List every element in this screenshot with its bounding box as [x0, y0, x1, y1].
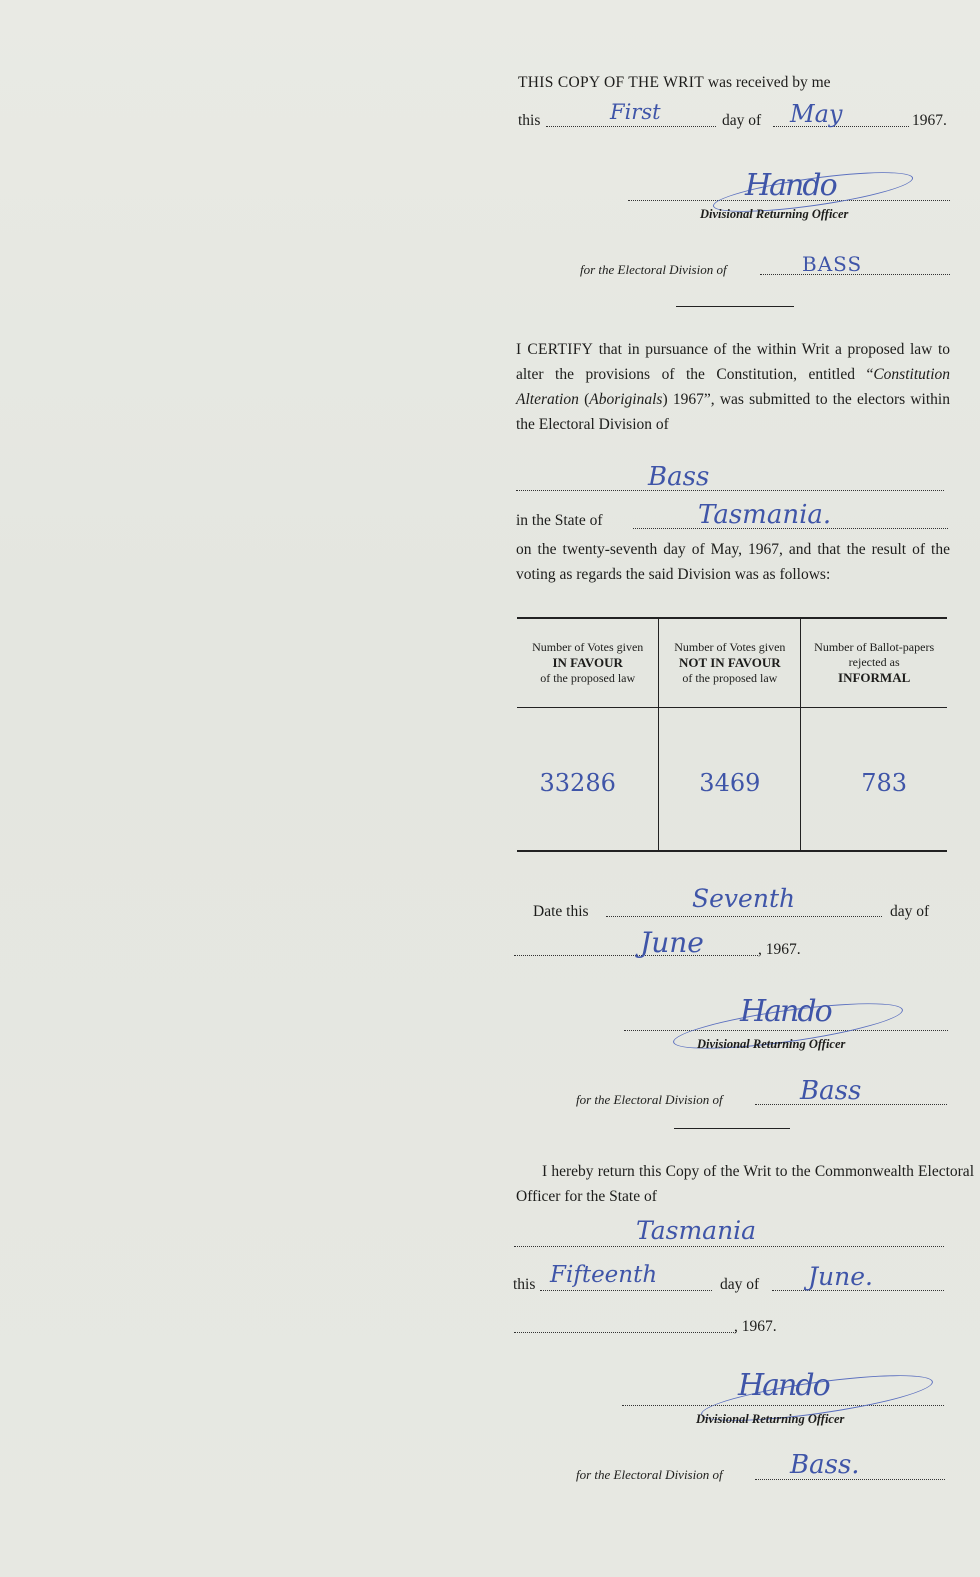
certify-paragraph-2: on the twenty-seventh day of May, 1967, and that the result of the voting as regards the said Division was as follows:	[516, 541, 950, 583]
division-value-1: BASS	[802, 252, 863, 276]
header-in-favour: Number of Votes given IN FAVOUR of the proposed law	[532, 640, 644, 685]
section-divider-2	[674, 1128, 790, 1129]
certify-state-label: in the State of	[516, 512, 603, 529]
return-month-value: June.	[808, 1262, 873, 1291]
officer-title-1: Divisional Returning Officer	[700, 207, 849, 221]
certify-state-value: Tasmania.	[698, 500, 832, 530]
receipt-year: 1967.	[912, 112, 947, 129]
date-year: , 1967.	[758, 941, 801, 958]
division-value-3: Bass.	[790, 1450, 860, 1480]
signature-3: Hando	[738, 1368, 829, 1403]
receipt-line-1	[518, 74, 831, 92]
certify-title-year: 1967	[672, 391, 704, 408]
certify-title: Constitution Alteration	[516, 366, 950, 408]
receipt-day-value: First	[610, 100, 661, 124]
results-value-row	[517, 708, 947, 852]
header-informal: Number of Ballot-papers rejected as INFORMAL	[801, 618, 947, 708]
certify-title-paren: Aboriginals	[589, 391, 663, 408]
return-year-dots	[514, 1332, 736, 1333]
division-label-2: for the Electoral Division of	[576, 1092, 723, 1107]
date-day-of-label: day of	[890, 903, 930, 920]
return-paragraph: I hereby return this Copy of the Writ to the Commonwealth Electoral Officer for the State of	[516, 1163, 974, 1205]
signature-2: Hando	[740, 994, 831, 1029]
date-month-value: June	[640, 926, 704, 959]
receipt-day-of-label: day of	[722, 112, 762, 129]
return-state-value: Tasmania	[636, 1216, 757, 1245]
date-label: Date this	[533, 903, 589, 920]
division-label-1: for the Electoral Division of	[580, 262, 727, 277]
results-table	[517, 617, 947, 852]
return-year: , 1967.	[734, 1318, 777, 1335]
receipt-this-label: this	[518, 112, 541, 129]
return-day-of-label: day of	[720, 1276, 760, 1293]
return-day-value: Fifteenth	[550, 1262, 658, 1288]
signature-1: Hando	[745, 168, 836, 203]
receipt-text: was received by me	[707, 74, 831, 91]
section-divider-1	[676, 306, 794, 307]
return-this-label: this	[513, 1276, 536, 1293]
receipt-day-dots	[546, 126, 716, 127]
date-month-dots	[514, 955, 758, 956]
header-not-in-favour: Number of Votes given NOT IN FAVOUR of the proposed law	[659, 618, 801, 708]
officer-title-2: Divisional Returning Officer	[697, 1037, 846, 1051]
certify-paragraph: I CERTIFY that in pursuance of the within Writ a proposed law to alter the provisions of the Constitution, entitled “Constitution Alteration (Aboriginals) 1967”, was submitted to the electors within the Electoral Division of	[516, 341, 950, 433]
date-day-dots	[606, 916, 882, 917]
certify-text-2: ”, was submitted to the electors within the Electoral Division of	[516, 391, 950, 433]
show-through-text	[320, 325, 328, 359]
results-header-row	[517, 618, 947, 708]
certify-text-1: that in pursuance of the within Writ a proposed law to alter the provisions of the Constitution, entitled “	[516, 341, 950, 383]
receipt-month-value: May	[790, 100, 843, 128]
division-label-3: for the Electoral Division of	[576, 1467, 723, 1482]
receipt-heading: THIS COPY OF THE WRIT	[518, 74, 704, 91]
certify-division-value: Bass	[648, 462, 710, 492]
date-day-value: Seventh	[692, 884, 796, 913]
officer-title-3: Divisional Returning Officer	[696, 1412, 845, 1426]
value-informal: 783	[801, 708, 947, 852]
value-not-in-favour: 3469	[659, 708, 801, 852]
return-state-dots	[514, 1246, 944, 1247]
certify-lead: I CERTIFY	[516, 341, 594, 358]
value-in-favour: 33286	[539, 769, 616, 797]
return-day-dots	[540, 1290, 712, 1291]
certify-division-dots	[516, 490, 944, 491]
division-value-2: Bass	[800, 1076, 862, 1106]
